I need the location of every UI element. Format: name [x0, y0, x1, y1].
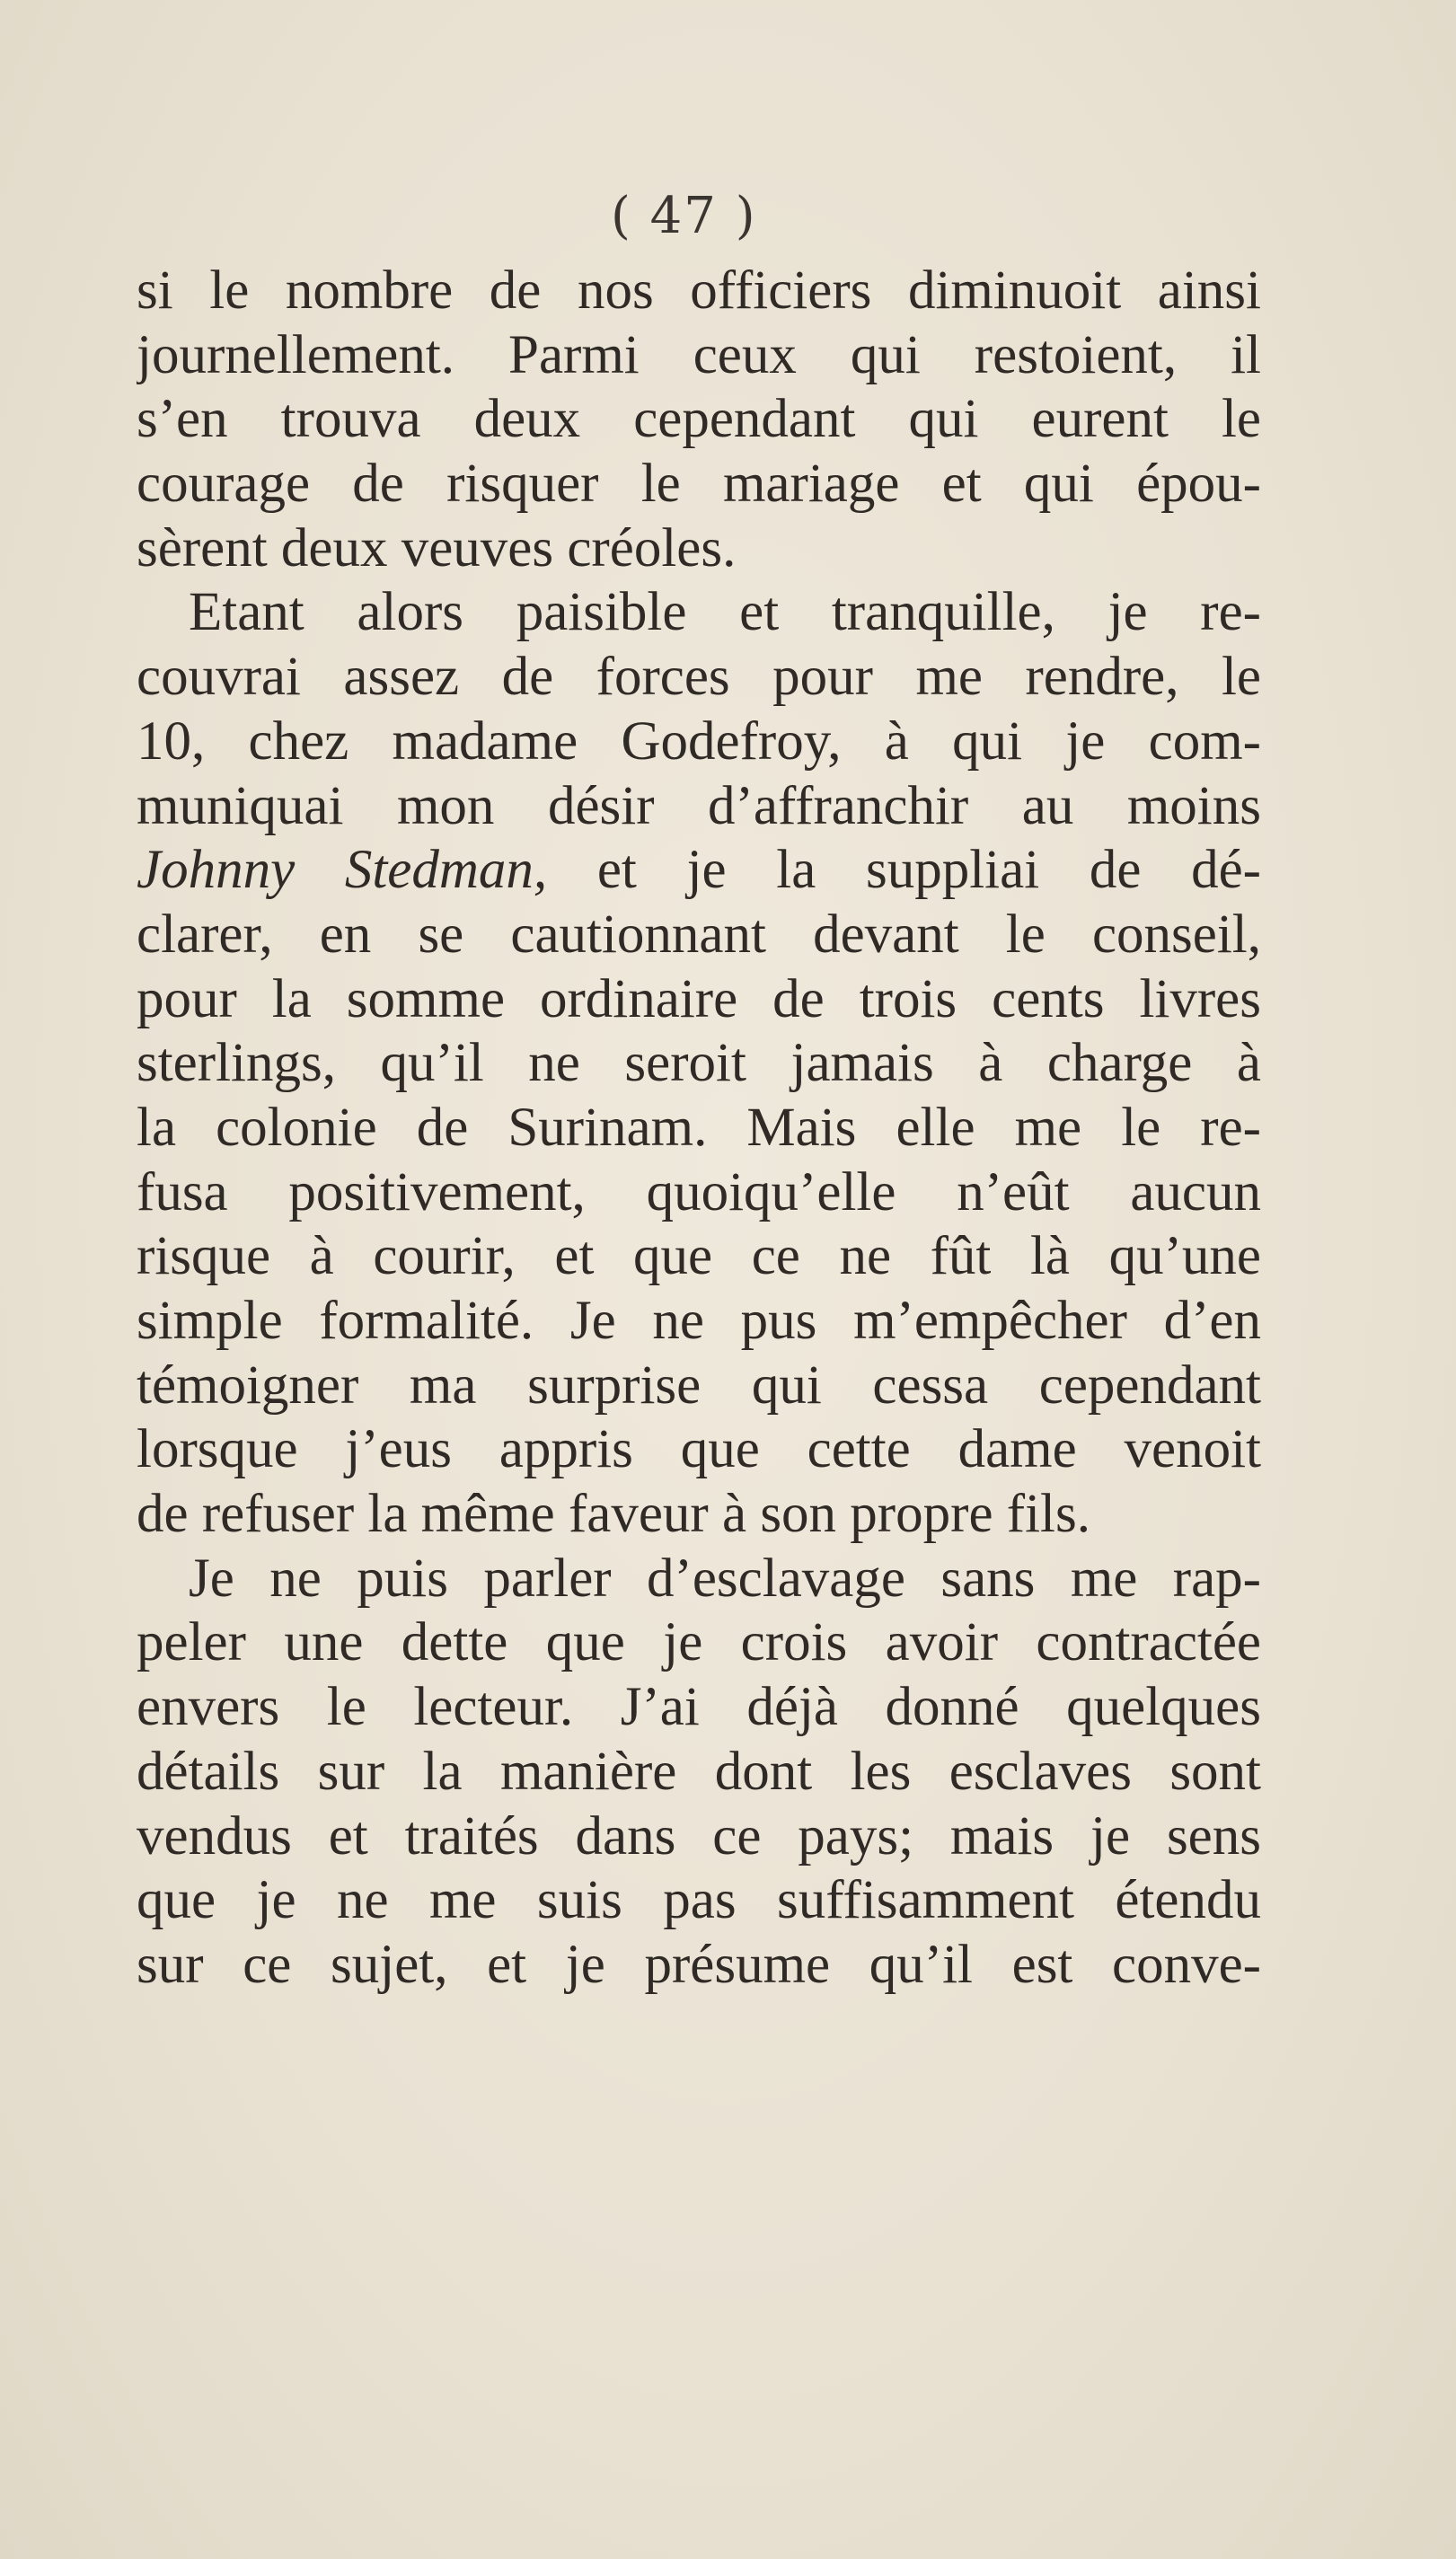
text-line: sur ce sujet, et je présume qu’il est conve- — [137, 1934, 1261, 1995]
text-line: clarer, en se cautionnant devant le conseil, — [137, 904, 1261, 965]
text-line-with-italic — [137, 838, 1261, 903]
paragraph-start-line: Etant alors paisible et tranquille, je re- — [189, 582, 1261, 643]
text-line: courage de risquer le mariage et qui épou- — [137, 454, 1261, 515]
body-text — [137, 259, 1261, 1998]
text-line: risque à courir, et que ce ne fût là qu’une — [137, 1226, 1261, 1287]
text-line: vendus et traités dans ce pays; mais je sens — [137, 1805, 1261, 1866]
page-number: ( 47 ) — [611, 187, 757, 245]
text-line: pour la somme ordinaire de trois cents livres — [137, 968, 1261, 1029]
text-line: la colonie de Surinam. Mais elle me le re- — [137, 1097, 1261, 1158]
text-line: sterlings, qu’il ne seroit jamais à charge à — [137, 1033, 1261, 1094]
text-line: si le nombre de nos officiers diminuoit ainsi — [137, 260, 1261, 321]
text-line: lorsque j’eus appris que cette dame venoit — [137, 1419, 1261, 1480]
line-remainder: et je la suppliai de dé- — [547, 840, 1261, 901]
text-line: s’en trouva deux cependant qui eurent le — [137, 389, 1261, 450]
italic-name: Johnny Stedman, — [137, 840, 548, 901]
paragraph-start-line: Je ne puis parler d’esclavage sans me rap- — [189, 1548, 1261, 1609]
text-line: que je ne me suis pas suffisamment étendu — [137, 1870, 1261, 1931]
text-line: muniquai mon désir d’affranchir au moins — [137, 775, 1261, 836]
text-line: envers le lecteur. J’ai déjà donné quelques — [137, 1677, 1261, 1738]
text-line: témoigner ma surprise qui cessa cependant — [137, 1355, 1261, 1416]
text-line: sèrent deux veuves créoles. — [137, 517, 737, 578]
text-line: détails sur la manière dont les esclaves sont — [137, 1741, 1261, 1802]
text-line: journellement. Parmi ceux qui restoient, il — [137, 324, 1261, 385]
text-line: peler une dette que je crois avoir contractée — [137, 1612, 1261, 1673]
text-line: 10, chez madame Godefroy, à qui je com- — [137, 710, 1261, 772]
text-line: de refuser la même faveur à son propre fils. — [137, 1484, 1090, 1545]
text-line: fusa positivement, quoiqu’elle n’eût aucun — [137, 1161, 1261, 1222]
text-line: couvrai assez de forces pour me rendre, le — [137, 647, 1261, 708]
text-line: simple formalité. Je ne pus m’empêcher d’en — [137, 1291, 1261, 1351]
